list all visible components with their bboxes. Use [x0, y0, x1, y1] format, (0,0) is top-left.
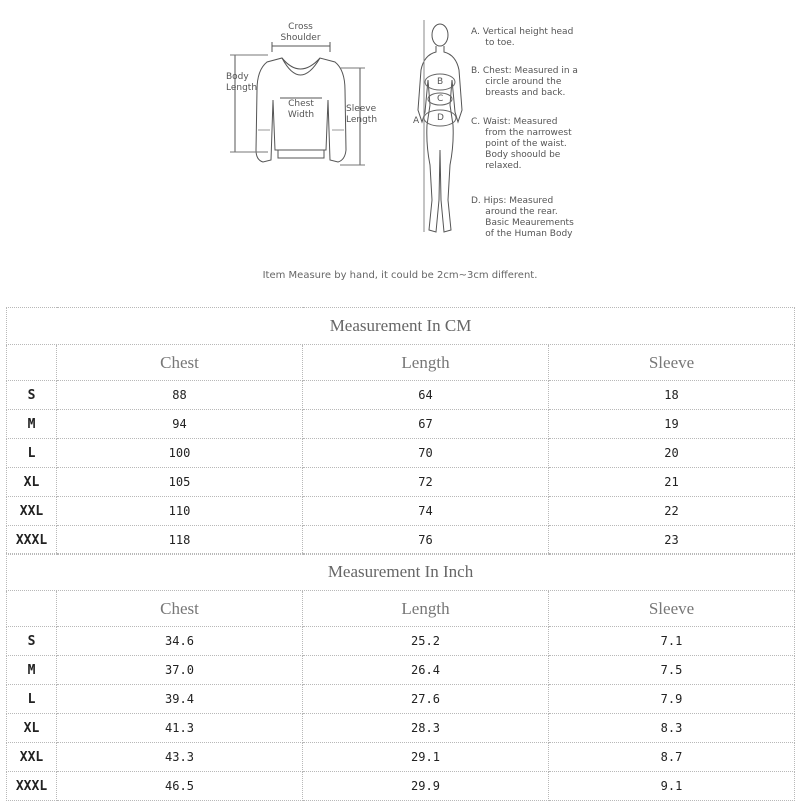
- size-cell: S: [7, 381, 57, 410]
- chest-cell: 100: [57, 439, 303, 468]
- cm-header-chest: Chest: [57, 345, 303, 381]
- sleeve-cell: 19: [549, 410, 795, 439]
- size-cell: L: [7, 685, 57, 714]
- length-cell: 29.9: [303, 772, 549, 801]
- table-row: [7, 656, 795, 685]
- table-row: [7, 685, 795, 714]
- sleeve-length-label: Sleeve Length: [346, 104, 378, 125]
- size-cell: S: [7, 627, 57, 656]
- size-cell: M: [7, 410, 57, 439]
- chest-cell: 46.5: [57, 772, 303, 801]
- table-row: [7, 468, 795, 497]
- length-cell: 64: [303, 381, 549, 410]
- chest-cell: 118: [57, 526, 303, 555]
- cross-shoulder-label: Cross Shoulder: [280, 22, 321, 43]
- table-row: [7, 381, 795, 410]
- cm-header-length: Length: [303, 345, 549, 381]
- definition-d: D. Hips: Measured around the rear. Basic Meaurements of the Human Body: [471, 196, 574, 239]
- sleeve-cell: 9.1: [549, 772, 795, 801]
- measurement-diagram: [0, 0, 800, 300]
- table-row: [7, 410, 795, 439]
- chest-cell: 110: [57, 497, 303, 526]
- size-cell: XXL: [7, 743, 57, 772]
- length-cell: 67: [303, 410, 549, 439]
- length-cell: 27.6: [303, 685, 549, 714]
- size-cell: XXXL: [7, 772, 57, 801]
- chest-cell: 37.0: [57, 656, 303, 685]
- size-cell: XXL: [7, 497, 57, 526]
- chest-cell: 39.4: [57, 685, 303, 714]
- chest-cell: 43.3: [57, 743, 303, 772]
- length-cell: 26.4: [303, 656, 549, 685]
- inch-header-chest: Chest: [57, 591, 303, 627]
- table-row: [7, 627, 795, 656]
- length-cell: 28.3: [303, 714, 549, 743]
- length-cell: 29.1: [303, 743, 549, 772]
- marker-b: B: [437, 77, 444, 87]
- table-row: [7, 743, 795, 772]
- sleeve-cell: 8.3: [549, 714, 795, 743]
- chest-cell: 88: [57, 381, 303, 410]
- table-row: [7, 439, 795, 468]
- chest-cell: 34.6: [57, 627, 303, 656]
- sleeve-cell: 21: [549, 468, 795, 497]
- human-figure-sketch: [418, 20, 462, 232]
- length-cell: 74: [303, 497, 549, 526]
- cm-header-sleeve: Sleeve: [549, 345, 795, 381]
- table-row: [7, 497, 795, 526]
- definition-b: B. Chest: Measured in a circle around the breasts and back.: [471, 66, 578, 98]
- size-cell: M: [7, 656, 57, 685]
- length-cell: 72: [303, 468, 549, 497]
- chest-cell: 94: [57, 410, 303, 439]
- table-row: [7, 526, 795, 555]
- cm-header-row: [7, 345, 795, 381]
- inch-header-size: [7, 591, 57, 627]
- size-cell: XXXL: [7, 526, 57, 555]
- sleeve-cell: 7.1: [549, 627, 795, 656]
- sleeve-cell: 7.9: [549, 685, 795, 714]
- sleeve-cell: 23: [549, 526, 795, 555]
- table-row: [7, 714, 795, 743]
- inch-size-table: [6, 553, 795, 801]
- body-length-label: Body Length: [226, 72, 258, 93]
- inch-header-length: Length: [303, 591, 549, 627]
- length-cell: 76: [303, 526, 549, 555]
- marker-a: A: [413, 116, 420, 126]
- cm-header-size: [7, 345, 57, 381]
- measure-note: Item Measure by hand, it could be 2cm~3cm different.: [262, 270, 538, 281]
- definition-a: A. Vertical height head to toe.: [471, 27, 574, 48]
- marker-c: C: [437, 94, 444, 104]
- sleeve-cell: 18: [549, 381, 795, 410]
- inch-header-row: [7, 591, 795, 627]
- chest-cell: 41.3: [57, 714, 303, 743]
- chest-cell: 105: [57, 468, 303, 497]
- chest-width-label: Chest Width: [287, 99, 315, 120]
- cm-size-table: [6, 307, 795, 555]
- size-cell: XL: [7, 468, 57, 497]
- sleeve-cell: 7.5: [549, 656, 795, 685]
- garment-and-body-illustration: [0, 0, 800, 300]
- cm-table-title: Measurement In CM: [7, 308, 795, 345]
- size-cell: XL: [7, 714, 57, 743]
- sleeve-cell: 22: [549, 497, 795, 526]
- size-cell: L: [7, 439, 57, 468]
- inch-table-title: Measurement In Inch: [7, 554, 795, 591]
- length-cell: 25.2: [303, 627, 549, 656]
- length-cell: 70: [303, 439, 549, 468]
- definition-c: C. Waist: Measured from the narrowest point of the waist. Body shoould be relaxed.: [471, 117, 572, 171]
- marker-d: D: [437, 113, 444, 123]
- sleeve-cell: 20: [549, 439, 795, 468]
- table-row: [7, 772, 795, 801]
- sleeve-cell: 8.7: [549, 743, 795, 772]
- inch-header-sleeve: Sleeve: [549, 591, 795, 627]
